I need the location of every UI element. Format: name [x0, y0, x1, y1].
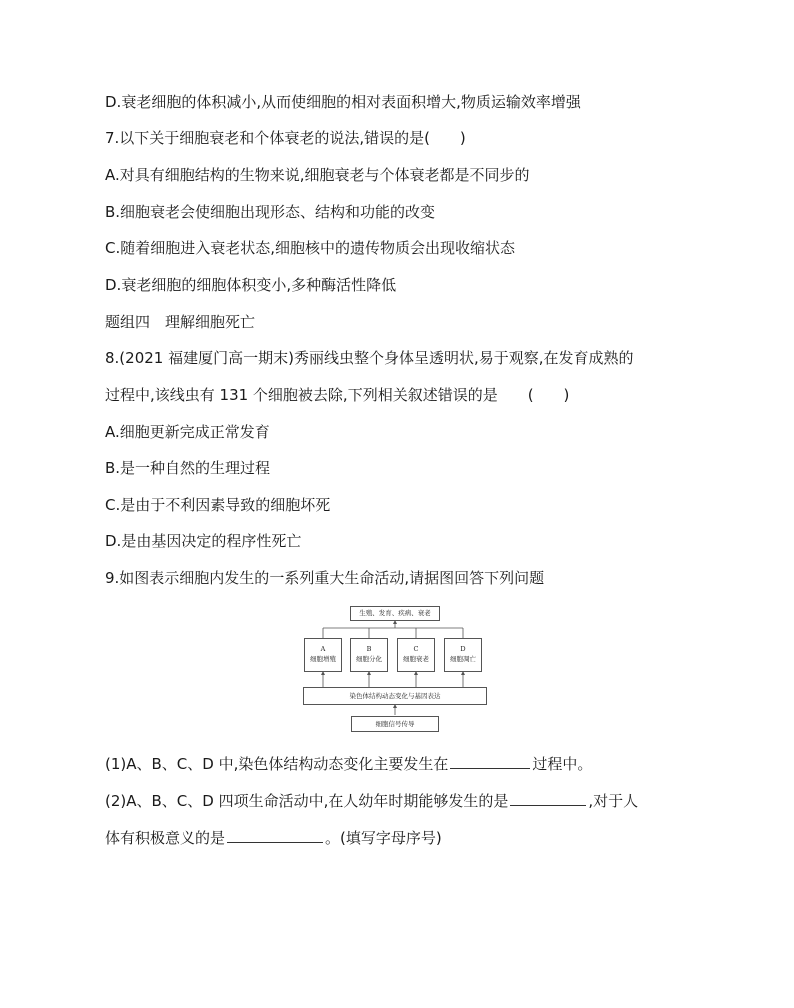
cell-activity-diagram [299, 603, 491, 733]
box-b-label: 细胞分化 [356, 655, 382, 663]
box-a-letter: A [320, 645, 326, 653]
option-d-q7: D.衰老细胞的细胞体积变小,多种酶活性降低 [105, 276, 397, 294]
diagram-bottom-box [351, 716, 439, 732]
box-a-label: 细胞增殖 [310, 655, 336, 663]
diagram-top-label: 生殖、发育、疾病、衰老 [359, 609, 431, 617]
box-b-letter: B [366, 645, 372, 653]
box-d-letter: D [460, 645, 466, 653]
q2-line2-after: 。(填写字母序号) [325, 829, 442, 847]
question-9-part-1 [105, 752, 592, 774]
diagram-box-c [397, 638, 435, 672]
diagram-middle-box [303, 687, 487, 705]
option-d-q6: D.衰老细胞的体积减小,从而使细胞的相对表面积增大,物质运输效率增强 [105, 93, 581, 111]
option-a-q7: A.对具有细胞结构的生物来说,细胞衰老与个体衰老都是不同步的 [105, 166, 530, 184]
box-d-label: 细胞凋亡 [450, 655, 476, 663]
option-b-q7: B.细胞衰老会使细胞出现形态、结构和功能的改变 [105, 203, 436, 221]
question-9-part-2 [105, 789, 638, 811]
answer-blank-1[interactable] [450, 752, 530, 769]
diagram-box-a [304, 638, 342, 672]
option-a-q8: A.细胞更新完成正常发育 [105, 423, 270, 441]
q1-text-after: 过程中。 [532, 755, 593, 773]
option-c-q8: C.是由于不利因素导致的细胞坏死 [105, 496, 331, 514]
box-c-label: 细胞衰老 [403, 655, 429, 663]
diagram-box-b [350, 638, 388, 672]
diagram-middle-label: 染色体结构动态变化与基因表达 [349, 692, 441, 700]
option-c-q7: C.随着细胞进入衰老状态,细胞核中的遗传物质会出现收缩状态 [105, 239, 516, 257]
question-9-part-2-line2 [105, 826, 442, 848]
answer-blank-3[interactable] [227, 826, 323, 843]
q2-text-before: (2)A、B、C、D 四项生命活动中,在人幼年时期能够发生的是 [105, 792, 509, 810]
q1-text-before: (1)A、B、C、D 中,染色体结构动态变化主要发生在 [105, 755, 449, 773]
q2-line2-before: 体有积极意义的是 [105, 829, 226, 847]
q2-text-after: ,对于人 [588, 792, 639, 810]
option-b-q8: B.是一种自然的生理过程 [105, 459, 271, 477]
option-d-q8: D.是由基因决定的程序性死亡 [105, 532, 302, 550]
diagram-top-box [350, 606, 440, 621]
question-9: 9.如图表示细胞内发生的一系列重大生命活动,请据图回答下列问题 [105, 569, 545, 587]
answer-blank-2[interactable] [510, 789, 586, 806]
question-8-line2: 过程中,该线虫有 131 个细胞被去除,下列相关叙述错误的是 ( ) [105, 386, 570, 404]
box-c-letter: C [413, 645, 419, 653]
question-7: 7.以下关于细胞衰老和个体衰老的说法,错误的是( ) [105, 129, 466, 147]
section-heading: 题组四 理解细胞死亡 [105, 313, 256, 331]
diagram-bottom-label: 细胞信号传导 [375, 720, 415, 728]
diagram-box-d [444, 638, 482, 672]
question-8-line1: 8.(2021 福建厦门高一期末)秀丽线虫整个身体呈透明状,易于观察,在发育成熟的 [105, 349, 634, 367]
